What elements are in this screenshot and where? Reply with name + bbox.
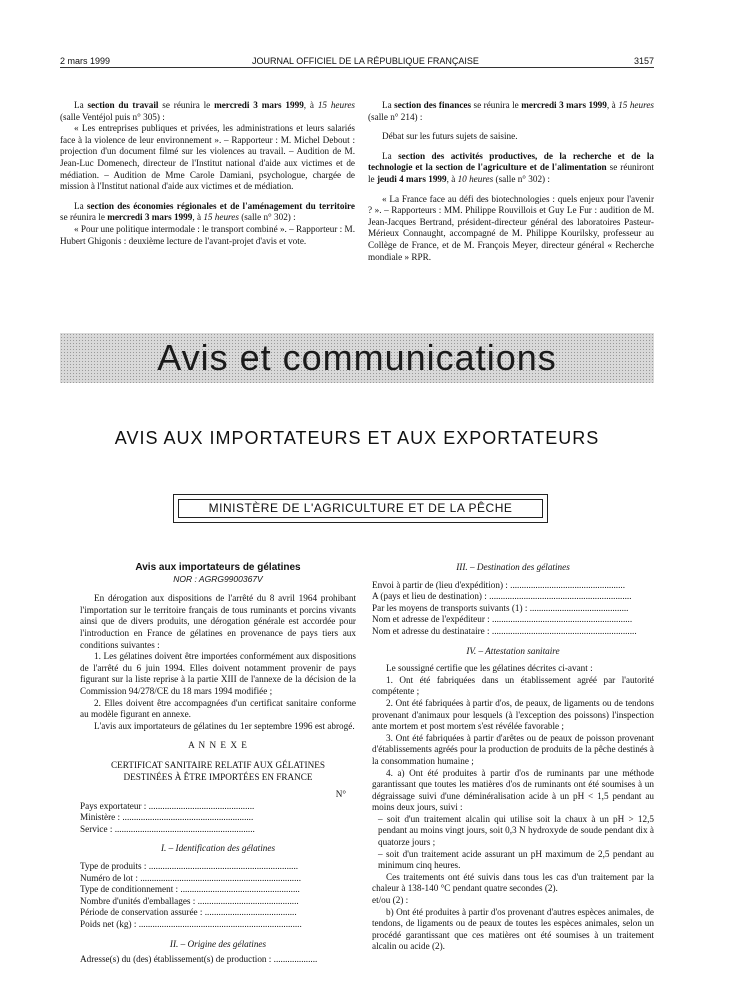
paragraph: La section des économies régionales et de l'aménagement du territoire se réunira le mercredi 3 mars 1999, à 15 heures (salle n° 302) :: [60, 200, 355, 223]
paragraph: Ces traitements ont été suivis dans tous les cas d'un traitement par la chaleur à 138-140 °C pendant quatre secondes (2).: [372, 871, 654, 894]
form-field: Par les moyens de transports suivants (1) : ...........................................: [372, 602, 629, 613]
paragraph: et/ou (2) :: [372, 895, 409, 906]
paragraph: En dérogation aux dispositions de l'arrêté du 8 avril 1964 prohibant l'importation sur le territoire français de tous ruminants et porcins vivants ainsi que de divers produits, une dérogation générale est accordée pour l'introduction en France de gélatines en provenance de pays tiers aux conditions suivantes :: [80, 593, 356, 650]
paragraph: 1. Les gélatines doivent être importées conformément aux dispositions de l'arrêté du 6 juin 1994. Elles doivent notamment provenir de pays figurant sur la liste reprise à la partie XIII de l'annexe de la décision de la Commission 94/278/CE du 18 mars 1994 modifiée ;: [80, 651, 356, 696]
form-field: Numéro de lot : ......................................................................: [80, 872, 301, 883]
annexe-heading: A N N E X E: [188, 740, 248, 751]
paragraph: « La France face au défi des biotechnologies : quels enjeux pour l'avenir ? ». – Rapporteurs : MM. Philippe Rouvillois et Guy Le Fur : audition de M. Jean-Jacques Bertrand, président-directeur général des laboratoires Pasteur-Mérieux Connaught, accompagné de M. Philippe Kourilsky, professeur au Collège de France, et de M. François Meyer, directeur général « Recherche mondiale » RPR.: [368, 193, 654, 262]
header-page-number: 3157: [633, 56, 654, 66]
form-field: Nom et adresse du destinataire : ...............................................................: [372, 625, 637, 636]
form-field: Nombre d'unités d'emballages : ............................................: [80, 895, 299, 906]
header-journal: JOURNAL OFFICIEL DE LA RÉPUBLIQUE FRANÇAISE: [252, 56, 479, 66]
form-field: Pays exportateur : ..............................................: [80, 800, 255, 811]
form-field: Période de conservation assurée : ........................................: [80, 907, 297, 918]
paragraph: L'avis aux importateurs de gélatines du 1er septembre 1996 est abrogé.: [94, 720, 355, 731]
paragraph: 4. a) Ont été produites à partir d'os de ruminants par une méthode garantissant que toutes les matières d'os de ruminants ont été soumises à un dégraissage suivi d'une déminéralisation acide à un pH < 1,5 pendant au moins deux jours, suivi :: [372, 767, 654, 813]
form-field: Ministère : .........................................................: [80, 812, 254, 823]
section-title: AVIS AUX IMPORTATEURS ET AUX EXPORTATEURS: [114, 428, 600, 448]
form-field: Adresse(s) du (des) établissement(s) de production : ...................: [80, 954, 318, 965]
paragraph: 2. Elles doivent être accompagnées d'un certificat sanitaire conforme au modèle figurant en annexe.: [80, 697, 356, 720]
paragraph: « Pour une politique intermodale : le transport combiné ». – Rapporteur : M. Hubert Ghigonis : deuxième lecture de l'avant-projet d'avis et vote.: [60, 223, 355, 246]
header-rule: [60, 67, 654, 68]
list-item: – soit d'un traitement acide assurant un pH maximum de 2,5 pendant au minimum cinq heures.: [378, 848, 654, 871]
form-field: Type de produits : .................................................................: [80, 861, 299, 872]
list-item: – soit d'un traitement alcalin qui utilise soit la chaux à un pH > 12,5 pendant au moins vingt jours, soit 0,3 N hydroxyde de soude pendant dix à quatorze jours ;: [378, 813, 654, 848]
form-field: Service : .............................................................: [80, 823, 255, 834]
paragraph: 2. Ont été fabriquées à partir d'os, de peaux, de ligaments ou de tendons provenant d'animaux pour lesquels (à l'exception des poissons) l'inspection ante mortem et post mortem s'est révélée favorable ;: [372, 697, 654, 732]
form-field: Nom et adresse de l'expéditeur : .............................................................: [372, 614, 633, 625]
banner-title: Avis et communications: [157, 337, 557, 378]
form-field: A (pays et lieu de destination) : ..............................................................: [372, 591, 632, 602]
certificate-title-line2: DESTINÉES À ÊTRE IMPORTÉES EN FRANCE: [123, 771, 313, 782]
paragraph: b) Ont été produites à partir d'os provenant d'autres espèces animales, de tendons, de ligaments ou de peaux de toutes les espèces animales, selon un procédé garantissant que ces matières ont été soumises à un traitement alcalin ou acide (2).: [372, 906, 654, 952]
subsection-heading: III. – Destination des gélatines: [456, 562, 570, 572]
paragraph: Débat sur les futurs sujets de saisine.: [382, 131, 518, 142]
paragraph: La section du travail se réunira le mercredi 3 mars 1999, à 15 heures (salle Ventéjol puis n° 305) :: [60, 100, 355, 122]
paragraph: La section des activités productives, de la recherche et de la technologie et la section de l'agriculture et de l'alimentation se réuniront le jeudi 4 mars 1999, à 10 heures (salle n° 302) :: [368, 150, 654, 184]
bottom-left-column: [80, 562, 356, 966]
bottom-right-column: [372, 562, 654, 953]
paragraph: 3. Ont été fabriquées à partir d'arêtes ou de peaux de poisson provenant d'établissements agréés pour la production de produits de la pêche destinés à la consommation humaine ;: [372, 732, 654, 766]
notice-title: Avis aux importateurs de gélatines: [135, 562, 301, 573]
form-field: Poids net (kg) : .......................................................................: [80, 919, 302, 930]
paragraph: Le soussigné certifie que les gélatines décrites ci-avant :: [386, 663, 593, 674]
paragraph: La section des finances se réunira le mercredi 3 mars 1999, à 15 heures (salle n° 214) :: [368, 100, 654, 122]
subsection-heading: II. – Origine des gélatines: [169, 938, 267, 949]
form-field: Type de conditionnement : ....................................................: [80, 884, 300, 895]
ministry-title: MINISTÈRE DE L'AGRICULTURE ET DE LA PÊCHE: [178, 499, 543, 518]
paragraph: 1. Ont été fabriquées dans un établissement agréé par l'autorité compétente ;: [372, 674, 654, 697]
paragraph: « Les entreprises publiques et privées, les administrations et leurs salariés face à la violence de leur environnement ». – Rapporteur : M. Michel Debout : projection d'un document filmé sur les violences au travail. – Audition de M. Jean-Luc Domenech, directeur de l'Institut national d'aide aux victimes et de médiation. – Audition de Mme Carole Damiani, psychologue, chargée de mission à l'Institut national d'aide aux victimes et de médiation.: [60, 123, 355, 192]
top-right-column: [368, 100, 654, 263]
subsection-heading: IV. – Attestation sanitaire: [466, 645, 560, 656]
certificate-title-line1: CERTIFICAT SANITAIRE RELATIF AUX GÉLATINES: [111, 759, 325, 770]
subsection-heading: I. – Identification des gélatines: [160, 843, 276, 854]
top-left-column: [60, 100, 355, 247]
nor-reference: NOR : AGRG9900367V: [173, 573, 263, 584]
form-field: Envoi à partir de (lieu d'expédition) : ..................................................: [372, 579, 625, 590]
certificate-number: N°: [335, 789, 346, 800]
header-date: 2 mars 1999: [60, 56, 111, 66]
